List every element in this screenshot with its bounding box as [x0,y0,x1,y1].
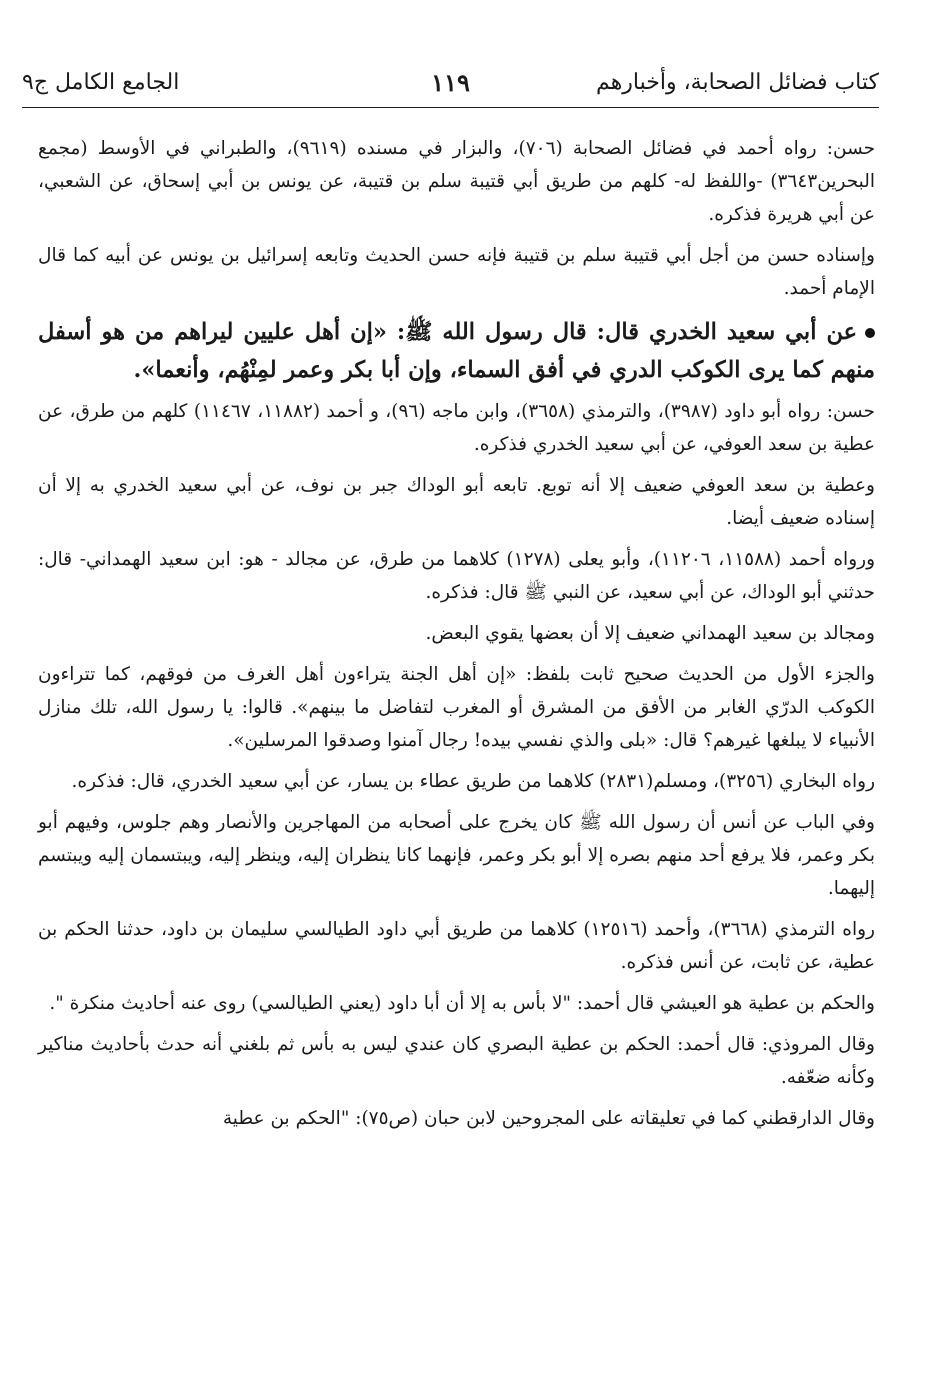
paragraph-commentary: والحكم بن عطية هو العيشي قال أحمد: "لا بأس به إلا أن أبا داود (يعني الطيالسي) روى عنه أحاديث منكرة ". [49,993,875,1014]
header-divider [22,107,879,108]
page-header [22,62,879,102]
paragraph-commentary: وإسناده حسن من أجل أبي قتيبة سلم بن قتيبة فإنه حسن الحديث وتابعه إسرائيل بن يونس عن أبيه كما قال الإمام أحمد. [38,245,875,299]
paragraph-hadith: عن أبي سعيد الخدري قال: قال رسول الله ﷺ: «إن أهل عليين ليراهم من هو أسفل منهم كما يرى الكوكب الدري في أفق السماء، وإن أبا بكر وعمر لمِنْهُم، وأنعما». [38,319,875,383]
page-number: ١١٩ [431,68,470,97]
paragraph-commentary: رواه الترمذي (٣٦٦٨)، وأحمد (١٢٥١٦) كلاهما من طريق أبي داود الطيالسي سليمان بن داود، حدثنا الحكم بن عطية، عن ثابت، عن أنس فذكره. [38,919,875,973]
paragraph-takhrij: حسن: رواه أبو داود (٣٩٨٧)، والترمذي (٣٦٥٨)، وابن ماجه (٩٦)، و أحمد (١١٨٨٢، ١١٤٦٧) كلهم من طرق، عن عطية بن سعد العوفي، عن أبي سعيد الخدري فذكره. [38,401,875,455]
paragraph-commentary: رواه البخاري (٣٢٥٦)، ومسلم(٢٨٣١) كلاهما من طريق عطاء بن يسار، عن أبي سعيد الخدري، قال: فذكره. [71,771,875,792]
paragraph-commentary: وفي الباب عن أنس أن رسول الله ﷺ كان يخرج على أصحابه من المهاجرين والأنصار وهم جلوس، وفيهم أبو بكر وعمر، فلا يرفع أحد منهم بصره إلا أبو بكر وعمر، فإنهما كانا ينظران إليه، وينظر إليه، ويبتسمان إليه ويبتسم إليهما. [38,812,875,899]
paragraph-takhrij: حسن: رواه أحمد في فضائل الصحابة (٧٠٦)، والبزار في مسنده (٩٦١٩)، والطبراني في الأوسط (مجمع البحرين٣٦٤٣) -واللفظ له- كلهم من طريق أبي قتيبة سلم بن قتيبة، عن يونس بن أبي إسحاق، عن الشعبي، عن أبي هريرة فذكره. [38,138,876,225]
book-title: كتاب فضائل الصحابة، وأخبارهم [596,70,879,95]
paragraph-commentary: وقال الدارقطني كما في تعليقاته على المجروحين لابن حبان (ص٧٥): "الحكم بن عطية [222,1108,875,1129]
paragraph-commentary: ورواه أحمد (١١٥٨٨، ١١٢٠٦)، وأبو يعلى (١٢٧٨) كلاهما من طرق، عن مجالد - هو: ابن سعيد الهمداني- قال: حدثني أبو الوداك، عن أبي سعيد، عن النبي ﷺ قال: فذكره. [38,549,875,603]
page-body [38,132,875,1143]
volume-title: الجامع الكامل ج٩ [22,70,180,95]
bullet-icon [865,328,875,338]
paragraph-commentary: وقال المروذي: قال أحمد: الحكم بن عطية البصري كان عندي ليس به بأس ثم بلغني أنه حدث بأحاديث مناكير وكأنه ضعّفه. [38,1034,875,1088]
paragraph-commentary: ومجالد بن سعيد الهمداني ضعيف إلا أن بعضها يقوي البعض. [425,623,875,644]
paragraph-commentary: والجزء الأول من الحديث صحيح ثابت بلفظ: «إن أهل الجنة يتراءون أهل الغرف من فوقهم، كما تتراءون الكوكب الدرّي الغابر من الأفق من المشرق أو المغرب لتفاضل ما بينهم». قالوا: يا رسول الله، تلك منازل الأنبياء لا يبلغها غيرهم؟ قال: «بلى والذي نفسي بيده! رجال آمنوا وصدقوا المرسلين». [38,664,875,751]
paragraph-commentary: وعطية بن سعد العوفي ضعيف إلا أنه توبع. تابعه أبو الوداك جبر بن نوف، عن أبي سعيد الخدري به إلا أن إسناده ضعيف أيضا. [38,475,875,529]
